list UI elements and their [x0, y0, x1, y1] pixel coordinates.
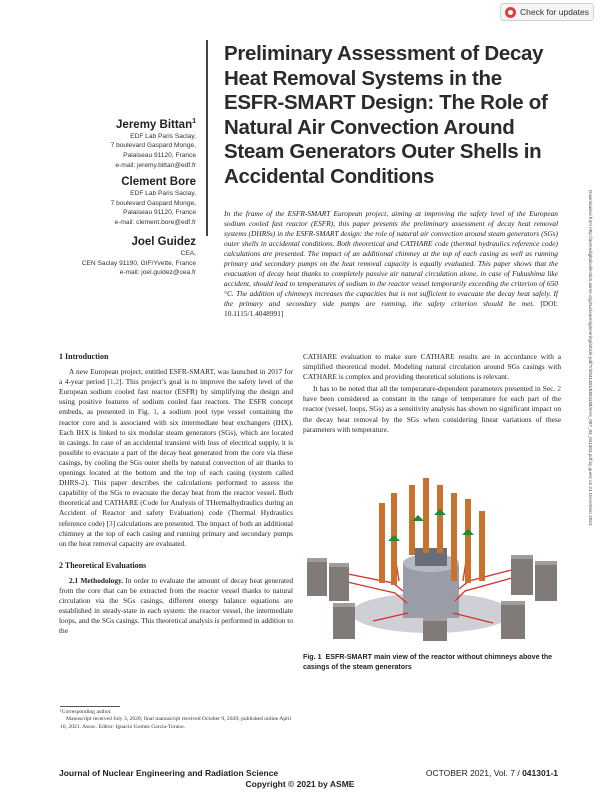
arrow-up-icon: [462, 529, 474, 535]
sg-casing-top: [511, 555, 533, 559]
check-for-updates-label: Check for updates: [520, 7, 589, 17]
author-affiliation: EDF Lab Paris Saclay,: [130, 132, 196, 140]
author-name: Joel Guidez: [131, 236, 196, 248]
arrow-up-icon: [434, 509, 446, 515]
reactor-figure: [303, 463, 561, 643]
author-name: Jeremy Bittan$^1$: [116, 118, 196, 131]
intro-paragraph: A new European project, entitled ESFR-SMART, was launched in 2017 for a 4-year period [1,2]. This project’s goal is to improve the safety level of the European sodium cooled fast reactor (ESFR) by simplifying the design and using positive features of sodium cooled fast reactors. The ESFR concept embeds, as presented in Fig. 1, a sodium pool type vessel containing the reactor core and is associated with six intermediate heat exchangers (IHX). Each IHX is linked to six modular steam generators (SGs), which are located in casings. In case of an accidental transient with loss of electrical supply, it is possible to evacuate a part of the decay heat generated from the core via these casings, by cooling the SGs outer shells by natural convection of air thanks to openings located at the bottom and the top of each casing (system called DHRS-2). This paper describes the calculations performed to assess the capability of the SGs to evacuate the decay heat from the reactor vessel. Both theoretical and CATHARE (Code for Analysis of THermalhydraulics during an Accident of Reactor and safety Evaluation) code (Thermal Hydraulics reference code) [3] calculations are presented. The impact of both an additional chimney at the top of each casing and running primary and secondary pumps on the heat removal capacity are evaluated.: [59, 367, 293, 548]
manuscript-history: Manuscript received July 3, 2020; final manuscript received October 9, 2020; published online April 16, 2021. Assoc. Editor: Ignacio Gomez Garcia-Torano.: [60, 716, 292, 730]
pipe-vertical: [423, 478, 429, 553]
section-heading-theoretical: 2 Theoretical Evaluations: [59, 560, 147, 570]
sg-casing-top: [501, 601, 525, 605]
figure-link[interactable]: 1: [153, 407, 157, 417]
citation-link[interactable]: 3: [108, 518, 113, 528]
author-block-3: [82, 235, 196, 278]
sg-casing: [307, 558, 327, 596]
sg-casing: [511, 555, 533, 595]
continued-paragraph: CATHARE evaluation to make sure CATHARE results are in accordance with a simplified theoretical model. Modeling natural circulation around SGs casings with CATHARE is complex and providing theoretical solutions is relevant.: [303, 352, 561, 382]
sg-casing: [329, 563, 349, 601]
update-icon: [505, 7, 516, 18]
pipe-vertical: [451, 493, 457, 581]
sg-casing-top: [423, 617, 447, 621]
page-number: 041301-1: [522, 768, 558, 778]
sg-casing: [333, 603, 355, 639]
sg-casing-top: [329, 563, 349, 567]
author-affiliation: 7 boulevard Gaspard Monge,: [110, 142, 196, 150]
author-block-2: [111, 175, 196, 227]
title-divider: [206, 40, 208, 236]
doi-link[interactable]: [DOI: 10.1115/1.4048991]: [224, 299, 558, 319]
left-column: [59, 352, 293, 636]
author-email[interactable]: e-mail: joel.guidez@cea.fr: [119, 269, 196, 277]
download-watermark-text: Downloaded from http://asmedigitalcollection.asme.org/nuclearengineering/article-pdf/7/4/041301/6681168/ners_007_04_041301.pdf by guest on 21 December 2021: [588, 190, 593, 526]
section-heading-introduction: 1 Introduction: [59, 352, 109, 361]
check-for-updates-button[interactable]: [500, 3, 594, 21]
author-affiliation: CEN Saclay 91190, GIF/Yvette, France: [81, 259, 196, 267]
corresponding-author-note: ¹Corresponding author.: [60, 709, 112, 715]
pipe-vertical: [479, 511, 485, 581]
flow-arrows: [388, 509, 474, 541]
pipe-vertical: [437, 485, 443, 553]
author-name: Clement Bore: [121, 176, 196, 188]
abstract: [224, 209, 558, 320]
copyright: Copyright © 2021 by ASME: [245, 779, 355, 789]
page-info: OCTOBER 2021, Vol. 7 / 041301-1: [425, 768, 558, 778]
abstract-text: In the frame of the ESFR-SMART European project, aiming at improving the safety level of the European sodium cooled fast reactor (ESFR), this paper presents the preliminary assessment of decay heat removal systems (DHRSs) in the ESFR-SMART design: the role of natural air convection around steam generators (SGs) outer shells in accidental conditions. Both theoretical and CATHARE code (thermal hydraulics reference code) calculations are presented. The impact of an additional chimney at the top of each casing as well as running primary and secondary pumps on the heat removal capacity is equally evaluated. This paper shows that the evacuation of decay heat thanks to completely passive air natural circulation alone, in case of Fukushima like accident, should lead to temperatures of sodium in the reactor vessel temporarily exceeding the criterion of 650 °C. The addition of chimneys increases the capacities but is not sufficient to evacuate the decay heat safely. If the primary and secondary side pumps are running, the safety criterion should be met.: [224, 209, 558, 309]
sg-casing-top: [307, 558, 327, 562]
right-column: [303, 352, 561, 435]
author-affiliation: Palaiseau 91120, France: [123, 209, 196, 217]
section-link[interactable]: 2: [557, 384, 561, 394]
pipe-vertical: [465, 499, 471, 583]
journal-name: Journal of Nuclear Engineering and Radiation Science: [59, 768, 279, 778]
author-email[interactable]: e-mail: clement.bore@edf.fr: [114, 218, 196, 226]
paper-title: Preliminary Assessment of Decay Heat Removal Systems in the ESFR-SMART Design: The Role of Natural Air Convection Around Steam Generators Outer Shells in Accidental Conditions: [224, 42, 548, 188]
author-email[interactable]: e-mail: jeremy.bittan@edf.fr: [115, 161, 196, 169]
author-affiliation: CEA,: [180, 250, 196, 257]
subsection-heading: 2.1 Methodology.: [69, 575, 124, 585]
figure-caption-text: ESFR-SMART main view of the reactor without chimneys above the casings of the steam generators: [303, 653, 553, 671]
sg-casing: [535, 561, 557, 601]
arrow-up-icon: [388, 535, 400, 541]
issue-info: OCTOBER 2021, Vol. 7: [425, 768, 515, 778]
sg-casing-top: [333, 603, 355, 607]
footnote-rule: [60, 706, 120, 707]
footnote: [60, 709, 292, 731]
author-block-1: [111, 115, 196, 170]
figure-caption: [303, 653, 561, 672]
author-affiliation: Palaiseau 91120, France: [123, 152, 196, 160]
author-affiliation: EDF Lab Paris Saclay,: [130, 190, 196, 197]
methodology-paragraph: 2.1 Methodology. In order to evaluate the amount of decay heat generated from the core that can be extracted from the reactor vessel thanks to natural circulation via the SGs casings, different energy balance equations are established in steady-state in each system: the reactor vessel, the intermediate loops, and the SGs casings. This theoretical analysis is performed in addition to the: [59, 575, 293, 636]
pipe-vertical: [379, 503, 385, 583]
sg-casing: [501, 601, 525, 639]
sg-casing-top: [535, 561, 557, 565]
temperature-paragraph: It has to be noted that all the temperature-dependent parameters presented in Sec. 2 have been considered as constant in the range of temperature for each part of the reactor (vessel, loops, SGs) as a sensitivity analysis has shown no significant impact on the decay heat removal by the SGs when considering linear variations of these parameters with temperature.: [303, 384, 561, 434]
author-affiliation: 7 boulevard Gaspard Monge,: [110, 199, 196, 207]
download-watermark: [585, 190, 595, 620]
citation-link[interactable]: 1,2: [109, 377, 120, 387]
figure-label: Fig. 1: [303, 653, 322, 661]
